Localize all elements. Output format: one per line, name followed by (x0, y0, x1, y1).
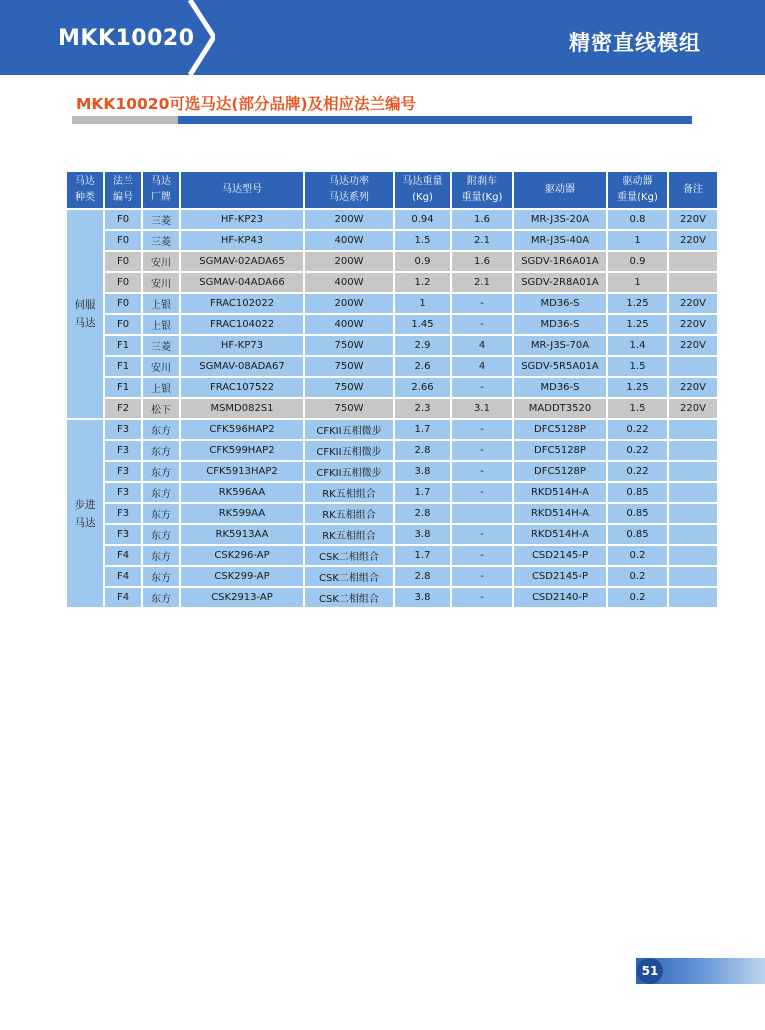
power-cell: RK五相组合 (305, 483, 393, 502)
brand-cell: 东方 (143, 462, 179, 481)
header-brake-weight: 附刹车 重量(Kg) (452, 172, 512, 208)
brake-cell: - (452, 441, 512, 460)
driver-weight-cell: 0.8 (608, 210, 667, 229)
power-cell: CSK二相组合 (305, 546, 393, 565)
brand-cell: 安川 (143, 252, 179, 271)
driver-weight-cell: 0.85 (608, 504, 667, 523)
driver-cell: DFC5128P (514, 441, 606, 460)
note-cell: 220V (669, 231, 717, 250)
header-motor-brand: 马达 厂牌 (143, 172, 179, 208)
driver-cell: MD36-S (514, 294, 606, 313)
table-row (67, 420, 717, 439)
model-cell: HF-KP73 (181, 336, 303, 355)
brand-cell: 东方 (143, 483, 179, 502)
motor-spec-table (65, 170, 719, 609)
driver-cell: SGDV-5R5A01A (514, 357, 606, 376)
power-cell: RK五相组合 (305, 504, 393, 523)
power-cell: 750W (305, 336, 393, 355)
header-motor-power: 马达功率 马达系列 (305, 172, 393, 208)
driver-cell: MR-J3S-70A (514, 336, 606, 355)
model-cell: CSK299-AP (181, 567, 303, 586)
note-cell: 220V (669, 378, 717, 397)
table-row (67, 441, 717, 460)
brake-cell: 2.1 (452, 273, 512, 292)
brake-cell: 4 (452, 357, 512, 376)
driver-cell: SGDV-1R6A01A (514, 252, 606, 271)
page-number: 51 (637, 958, 663, 984)
power-cell: 400W (305, 315, 393, 334)
note-cell (669, 546, 717, 565)
category-stepper: 步进 马达 (67, 420, 103, 607)
weight-cell: 1.7 (395, 420, 450, 439)
title-rule-gray (72, 116, 178, 124)
table-row (67, 273, 717, 292)
driver-cell: RKD514H-A (514, 504, 606, 523)
brake-cell: 1.6 (452, 252, 512, 271)
flange-cell: F0 (105, 315, 141, 334)
brake-cell: - (452, 378, 512, 397)
header-motor-model: 马达型号 (181, 172, 303, 208)
driver-weight-cell: 1.5 (608, 399, 667, 418)
driver-weight-cell: 1 (608, 231, 667, 250)
weight-cell: 2.3 (395, 399, 450, 418)
flange-cell: F0 (105, 252, 141, 271)
brake-cell: - (452, 546, 512, 565)
note-cell: 220V (669, 336, 717, 355)
table-row (67, 483, 717, 502)
table-row (67, 357, 717, 376)
weight-cell: 2.8 (395, 504, 450, 523)
brand-cell: 松下 (143, 399, 179, 418)
driver-weight-cell: 1.25 (608, 315, 667, 334)
model-cell: SGMAV-08ADA67 (181, 357, 303, 376)
driver-cell: CSD2140-P (514, 588, 606, 607)
note-cell (669, 441, 717, 460)
weight-cell: 1.7 (395, 483, 450, 502)
title-rule-blue (178, 116, 692, 124)
weight-cell: 0.94 (395, 210, 450, 229)
driver-weight-cell: 0.22 (608, 462, 667, 481)
model-cell: MSMD082S1 (181, 399, 303, 418)
header-note: 备注 (669, 172, 717, 208)
section-title: MKK10020可选马达(部分品牌)及相应法兰编号 (76, 95, 417, 113)
flange-cell: F3 (105, 420, 141, 439)
header-motor-type: 马达 种类 (67, 172, 103, 208)
page-header (0, 0, 765, 75)
brand-cell: 三菱 (143, 336, 179, 355)
table-row (67, 378, 717, 397)
model-cell: CFK596HAP2 (181, 420, 303, 439)
note-cell (669, 462, 717, 481)
driver-weight-cell: 1.25 (608, 294, 667, 313)
brake-cell: - (452, 525, 512, 544)
note-cell (669, 252, 717, 271)
note-cell (669, 588, 717, 607)
driver-cell: MADDT3520 (514, 399, 606, 418)
flange-cell: F4 (105, 546, 141, 565)
model-cell: CSK296-AP (181, 546, 303, 565)
power-cell: 200W (305, 210, 393, 229)
power-cell: 750W (305, 399, 393, 418)
model-cell: RK596AA (181, 483, 303, 502)
model-cell: FRAC107522 (181, 378, 303, 397)
model-cell: FRAC102022 (181, 294, 303, 313)
table-row (67, 504, 717, 523)
weight-cell: 2.8 (395, 441, 450, 460)
driver-cell: DFC5128P (514, 420, 606, 439)
flange-cell: F1 (105, 357, 141, 376)
weight-cell: 1 (395, 294, 450, 313)
brake-cell: - (452, 567, 512, 586)
brand-cell: 上银 (143, 378, 179, 397)
brake-cell: - (452, 420, 512, 439)
brand-cell: 上银 (143, 315, 179, 334)
brand-cell: 东方 (143, 420, 179, 439)
table-row (67, 462, 717, 481)
note-cell: 220V (669, 210, 717, 229)
power-cell: CSK二相组合 (305, 567, 393, 586)
driver-weight-cell: 0.85 (608, 525, 667, 544)
driver-weight-cell: 0.2 (608, 567, 667, 586)
weight-cell: 3.8 (395, 588, 450, 607)
note-cell (669, 357, 717, 376)
table-row (67, 210, 717, 229)
driver-cell: MD36-S (514, 378, 606, 397)
model-cell: FRAC104022 (181, 315, 303, 334)
note-cell: 220V (669, 294, 717, 313)
flange-cell: F3 (105, 483, 141, 502)
flange-cell: F0 (105, 210, 141, 229)
note-cell (669, 525, 717, 544)
note-cell: 220V (669, 315, 717, 334)
brand-cell: 东方 (143, 441, 179, 460)
note-cell (669, 483, 717, 502)
weight-cell: 3.8 (395, 462, 450, 481)
flange-cell: F0 (105, 231, 141, 250)
header-motor-weight: 马达重量 (Kg) (395, 172, 450, 208)
flange-cell: F2 (105, 399, 141, 418)
power-cell: 750W (305, 378, 393, 397)
table-row (67, 525, 717, 544)
brand-cell: 三菱 (143, 231, 179, 250)
power-cell: 400W (305, 231, 393, 250)
flange-cell: F3 (105, 462, 141, 481)
brand-cell: 东方 (143, 525, 179, 544)
brake-cell: - (452, 462, 512, 481)
flange-cell: F1 (105, 336, 141, 355)
brand-cell: 三菱 (143, 210, 179, 229)
driver-weight-cell: 0.2 (608, 588, 667, 607)
power-cell: 200W (305, 294, 393, 313)
table-header-row (67, 172, 717, 208)
model-cell: HF-KP23 (181, 210, 303, 229)
table-row (67, 546, 717, 565)
table-row (67, 315, 717, 334)
series-title: 精密直线模组 (569, 31, 701, 55)
header-flange-no: 法兰 编号 (105, 172, 141, 208)
driver-weight-cell: 1.25 (608, 378, 667, 397)
flange-cell: F3 (105, 441, 141, 460)
driver-cell: CSD2145-P (514, 546, 606, 565)
driver-cell: SGDV-2R8A01A (514, 273, 606, 292)
brand-cell: 上银 (143, 294, 179, 313)
power-cell: 750W (305, 357, 393, 376)
driver-weight-cell: 0.2 (608, 546, 667, 565)
flange-cell: F4 (105, 588, 141, 607)
driver-weight-cell: 1.5 (608, 357, 667, 376)
driver-cell: MR-J3S-20A (514, 210, 606, 229)
driver-cell: MD36-S (514, 315, 606, 334)
flange-cell: F4 (105, 567, 141, 586)
table-row (67, 252, 717, 271)
weight-cell: 2.8 (395, 567, 450, 586)
category-servo: 伺服 马达 (67, 210, 103, 418)
header-driver: 驱动器 (514, 172, 606, 208)
table-row (67, 567, 717, 586)
weight-cell: 1.45 (395, 315, 450, 334)
driver-weight-cell: 0.22 (608, 441, 667, 460)
driver-cell: RKD514H-A (514, 483, 606, 502)
weight-cell: 1.5 (395, 231, 450, 250)
power-cell: CFKII五相微步 (305, 462, 393, 481)
table-row (67, 294, 717, 313)
table-row (67, 399, 717, 418)
driver-cell: CSD2145-P (514, 567, 606, 586)
model-cell: SGMAV-02ADA65 (181, 252, 303, 271)
flange-cell: F0 (105, 294, 141, 313)
header-driver-weight: 驱动器 重量(Kg) (608, 172, 667, 208)
driver-cell: MR-J3S-40A (514, 231, 606, 250)
flange-cell: F3 (105, 525, 141, 544)
flange-cell: F3 (105, 504, 141, 523)
note-cell (669, 273, 717, 292)
weight-cell: 2.66 (395, 378, 450, 397)
brake-cell: 1.6 (452, 210, 512, 229)
model-cell: HF-KP43 (181, 231, 303, 250)
brake-cell (452, 504, 512, 523)
note-cell (669, 567, 717, 586)
table-row (67, 231, 717, 250)
brake-cell: - (452, 588, 512, 607)
power-cell: 200W (305, 252, 393, 271)
driver-weight-cell: 1 (608, 273, 667, 292)
brand-cell: 安川 (143, 273, 179, 292)
driver-cell: DFC5128P (514, 462, 606, 481)
brand-cell: 安川 (143, 357, 179, 376)
brand-cell: 东方 (143, 546, 179, 565)
power-cell: CFKII五相微步 (305, 441, 393, 460)
brake-cell: 3.1 (452, 399, 512, 418)
weight-cell: 1.7 (395, 546, 450, 565)
power-cell: RK五相组合 (305, 525, 393, 544)
weight-cell: 2.6 (395, 357, 450, 376)
model-cell: RK599AA (181, 504, 303, 523)
brand-cell: 东方 (143, 588, 179, 607)
weight-cell: 2.9 (395, 336, 450, 355)
weight-cell: 0.9 (395, 252, 450, 271)
power-cell: CFKII五相微步 (305, 420, 393, 439)
model-cell: RK5913AA (181, 525, 303, 544)
brand-cell: 东方 (143, 567, 179, 586)
driver-weight-cell: 0.9 (608, 252, 667, 271)
driver-weight-cell: 0.22 (608, 420, 667, 439)
model-code: MKK10020 (58, 26, 195, 51)
note-cell: 220V (669, 399, 717, 418)
brake-cell: 2.1 (452, 231, 512, 250)
weight-cell: 3.8 (395, 525, 450, 544)
driver-weight-cell: 1.4 (608, 336, 667, 355)
brake-cell: - (452, 315, 512, 334)
model-cell: SGMAV-04ADA66 (181, 273, 303, 292)
model-cell: CSK2913-AP (181, 588, 303, 607)
driver-weight-cell: 0.85 (608, 483, 667, 502)
weight-cell: 1.2 (395, 273, 450, 292)
model-cell: CFK599HAP2 (181, 441, 303, 460)
table-row (67, 588, 717, 607)
brand-cell: 东方 (143, 504, 179, 523)
model-cell: CFK5913HAP2 (181, 462, 303, 481)
table-row (67, 336, 717, 355)
note-cell (669, 420, 717, 439)
brake-cell: - (452, 483, 512, 502)
power-cell: CSK二相组合 (305, 588, 393, 607)
brake-cell: 4 (452, 336, 512, 355)
flange-cell: F0 (105, 273, 141, 292)
power-cell: 400W (305, 273, 393, 292)
brake-cell: - (452, 294, 512, 313)
note-cell (669, 504, 717, 523)
flange-cell: F1 (105, 378, 141, 397)
header-model-block (0, 0, 215, 75)
driver-cell: RKD514H-A (514, 525, 606, 544)
